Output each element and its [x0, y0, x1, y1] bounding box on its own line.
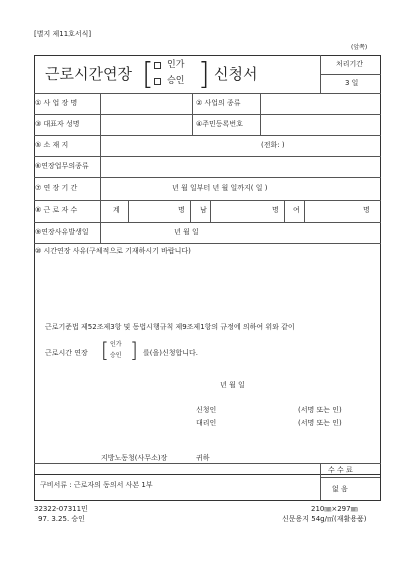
worker-male-unit: 명: [272, 206, 279, 214]
worker-count-label: ⑧ 근 로 자 수: [35, 206, 78, 214]
footer-frame: [34, 475, 381, 501]
processing-value: 3 일: [345, 79, 359, 87]
address-field[interactable]: [101, 136, 251, 156]
resident-number-label: ④주민등록번호: [196, 120, 243, 128]
address-label: ⑤ 소 재 지: [35, 141, 69, 149]
apply-option-1: 인가: [110, 341, 122, 348]
honorific: 귀하: [196, 454, 210, 462]
extension-work-type-field[interactable]: [101, 157, 380, 177]
representative-name-label: ③ 대표자 성명: [35, 120, 80, 128]
reason-label: ⑩ 시간연장 사유(구체적으로 기재하시기 바랍니다): [35, 247, 191, 255]
apply-prefix: 근로시간 연장: [45, 349, 88, 357]
phone-label: (전화: ): [261, 141, 285, 149]
occurrence-date-label: ⑨연장사유발생일: [35, 228, 89, 236]
form-code: 32322-07311민: [34, 505, 88, 513]
fee-label: 수 수 료: [328, 466, 353, 474]
apply-bracket-left: [: [101, 338, 109, 362]
business-type-label: ② 사업의 종류: [196, 99, 241, 107]
legal-basis-text: 근로기준법 제52조제3항 및 동법시행규칙 제9조제1항의 규정에 의하여 위와 같이: [45, 323, 295, 331]
paper-size: 210㎜×297㎜: [311, 505, 358, 513]
agent-label: 대리인: [196, 419, 217, 427]
application-date: 년 월 일: [220, 381, 245, 389]
title-prefix: 근로시간연장: [45, 65, 132, 83]
business-type-field[interactable]: [261, 94, 380, 114]
worker-female-label: 여: [293, 206, 300, 214]
worker-female-unit: 명: [363, 206, 370, 214]
resident-number-field[interactable]: [261, 115, 380, 135]
occurrence-date-value: 년 월 일: [174, 228, 199, 236]
title-suffix: 신청서: [214, 65, 258, 83]
extension-period-value: 년 월 일부터 년 월 일까지( 일 ): [172, 184, 268, 192]
apply-bracket-right: ]: [130, 338, 138, 362]
applicant-signature[interactable]: (서명 또는 인): [298, 406, 342, 414]
representative-name-field[interactable]: [101, 115, 191, 135]
agent-signature[interactable]: (서명 또는 인): [298, 419, 342, 427]
business-name-label: ① 사 업 장 명: [35, 99, 78, 107]
extension-period-label: ⑦ 연 장 기 간: [35, 184, 78, 192]
left-bracket: [: [142, 57, 154, 92]
attachment-note: 구비서류 : 근로자의 동의서 사본 1부: [40, 481, 153, 489]
processing-label: 처리기간: [336, 60, 364, 68]
title-option-2: 승인: [167, 76, 185, 86]
right-bracket: ]: [198, 57, 210, 92]
worker-male-label: 남: [200, 206, 207, 214]
extension-work-type-label: ⑥연장업무의종류: [35, 162, 89, 170]
paper-spec: 신문용지 54g/㎡(재활용품): [282, 515, 367, 523]
approval-date: 97. 3.25. 승인: [38, 515, 85, 523]
worker-total-label: 계: [113, 206, 120, 214]
fee-value: 없 음: [332, 485, 348, 493]
form-number: [별지 제11호서식]: [34, 30, 92, 38]
title-option-1: 인가: [167, 60, 185, 70]
business-name-field[interactable]: [101, 94, 191, 114]
option-checkbox-1[interactable]: [154, 62, 161, 69]
reason-field[interactable]: [36, 260, 379, 308]
apply-suffix: 를(을)신청합니다.: [143, 349, 199, 357]
worker-total-unit: 명: [178, 206, 185, 214]
recipient: 지방노동청(사무소)장: [101, 454, 168, 462]
option-checkbox-2[interactable]: [154, 78, 161, 85]
apply-option-2: 승인: [110, 352, 122, 359]
side-note: (앞쪽): [351, 44, 368, 51]
applicant-label: 신청인: [196, 406, 217, 414]
